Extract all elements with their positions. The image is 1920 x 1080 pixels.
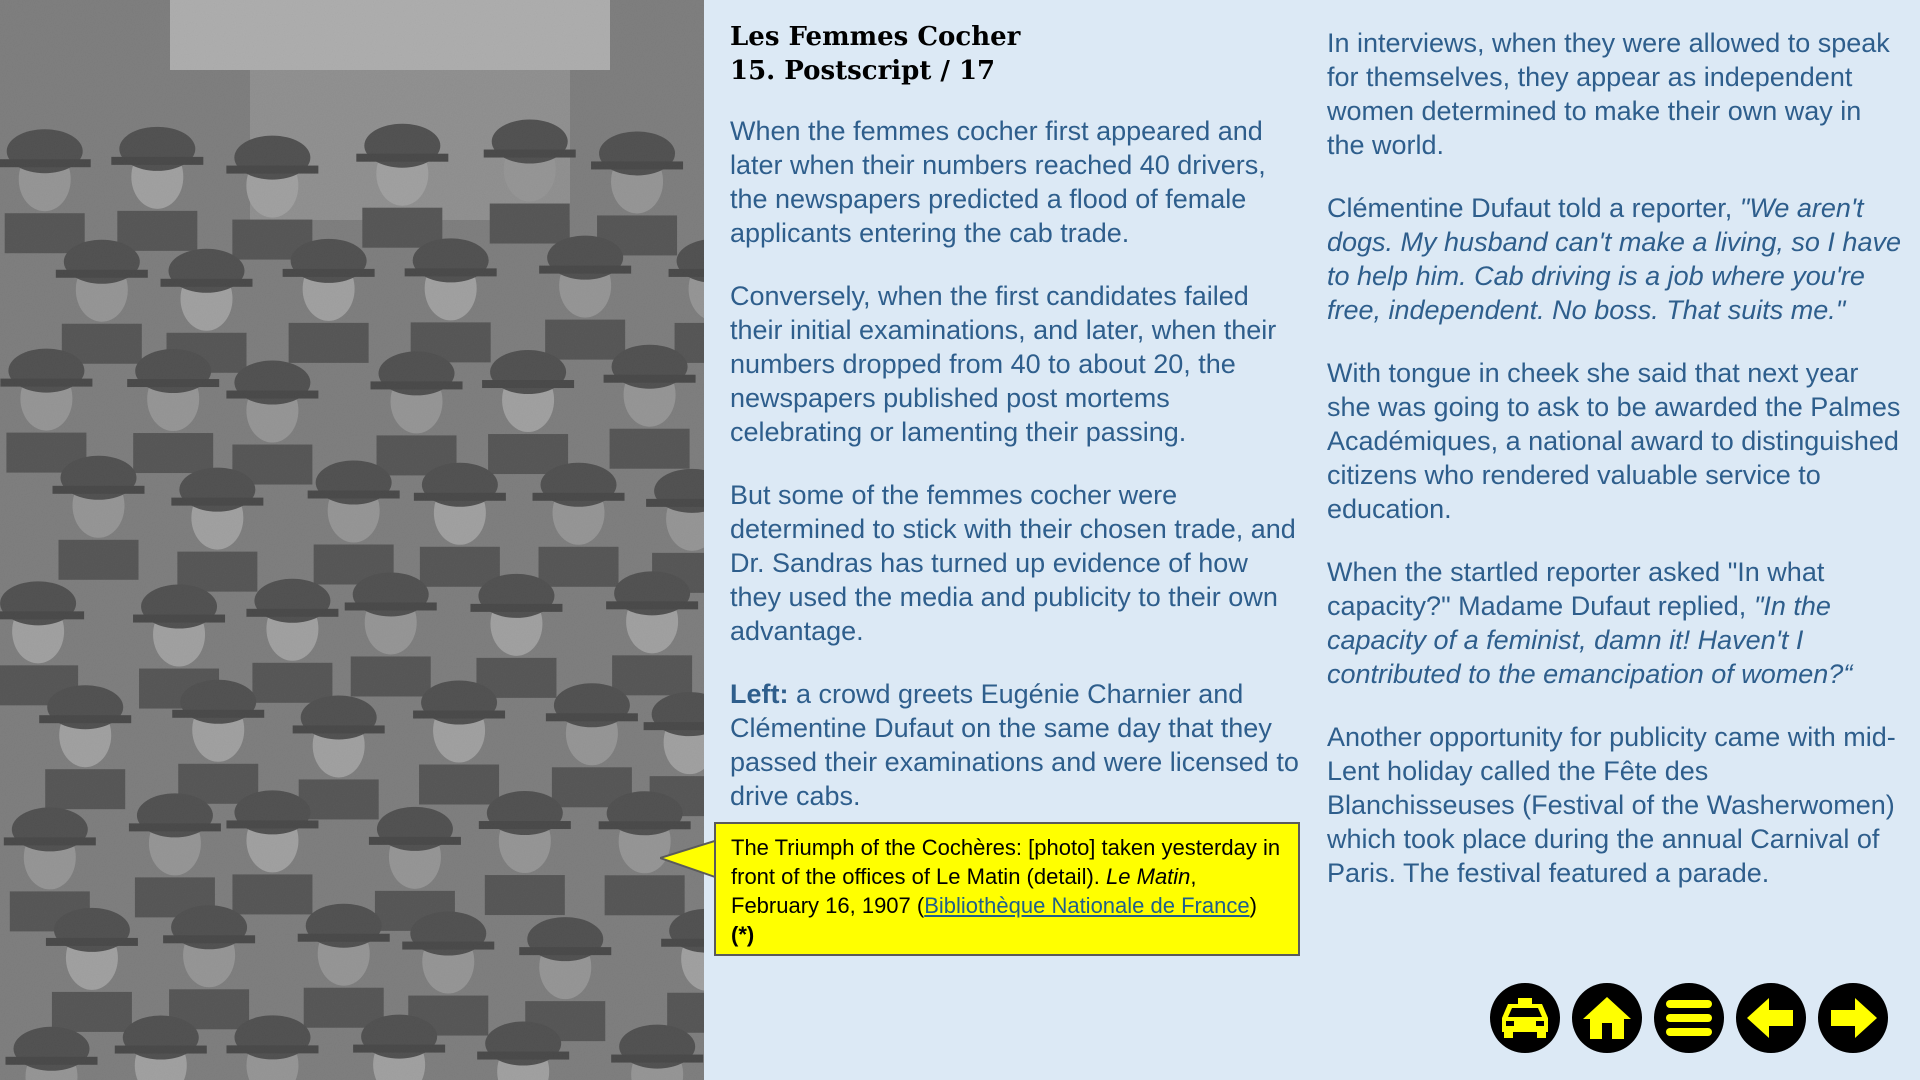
quote-text: "We aren't dogs. My husband can't make a living, so I have to help him. Cab driving is a job where you're free, independent. No boss. That suits me." — [1327, 193, 1901, 325]
quote-intro: When the startled reporter asked "In what capacity?" Madame Dufaut replied, — [1327, 557, 1825, 621]
crowd-photo — [0, 0, 704, 1080]
taxi-icon — [1498, 998, 1552, 1038]
paragraph: When the femmes cocher first appeared and later when their numbers reached 40 drivers, the newspapers predicted a flood of female applicants entering the cab trade. — [730, 116, 1266, 248]
taxi-button[interactable] — [1490, 983, 1560, 1053]
paragraph: In interviews, when they were allowed to speak for themselves, they appear as independent women determined to make their own way in the world. — [1327, 28, 1890, 160]
right-text-column — [1327, 26, 1902, 890]
photo-caption — [714, 822, 1300, 956]
paragraph: But some of the femmes cocher were determined to stick with their chosen trade, and Dr. Sandras has turned up evidence of how they used the media and publicity to their own advantage. — [730, 480, 1296, 646]
left-text-column — [730, 114, 1300, 813]
caption-pointer — [660, 838, 718, 882]
left-label: Left: — [730, 679, 789, 709]
menu-button[interactable] — [1654, 983, 1724, 1053]
photo-description-text: a crowd greets Eugénie Charnier and Clémentine Dufaut on the same day that they passed their examinations and were licensed to drive cabs. — [730, 679, 1299, 811]
quote-intro: Clémentine Dufaut told a reporter, — [1327, 193, 1740, 223]
caption-source: Le Matin — [1106, 864, 1191, 889]
paragraph: Another opportunity for publicity came with mid-Lent holiday called the Fête des Blanchisseuses (Festival of the Washerwomen) which took place during the annual Carnival of Paris. The festival featured a parade. — [1327, 722, 1896, 888]
next-button[interactable] — [1818, 983, 1888, 1053]
paragraph: With tongue in cheek she said that next year she was going to ask to be awarded the Palmes Académiques, a national award to distinguished citizens who rendered valuable service to education. — [1327, 358, 1901, 524]
quote-paragraph — [1327, 191, 1902, 327]
footnote-marker: (*) — [731, 922, 755, 947]
crowd-photo-illustration — [0, 0, 704, 1080]
bnf-link[interactable]: Bibliothèque Nationale de France — [924, 893, 1250, 918]
home-icon — [1582, 995, 1632, 1041]
quote-paragraph — [1327, 555, 1902, 691]
paragraph: Conversely, when the first candidates failed their initial examinations, and later, when their numbers dropped from 40 to about 20, the newspapers published post mortems celebrating or lamenting their passing. — [730, 281, 1277, 447]
caption-date: , February 16, 1907 ( — [731, 864, 1197, 918]
caption-close: ) — [1249, 893, 1257, 918]
page-title — [730, 20, 1310, 88]
menu-icon — [1666, 998, 1712, 1038]
previous-button[interactable] — [1736, 983, 1806, 1053]
photo-description — [730, 677, 1300, 813]
arrow-left-icon — [1747, 998, 1795, 1038]
title-line-1: Les Femmes Cocher — [730, 22, 1021, 52]
arrow-right-icon — [1829, 998, 1877, 1038]
quote-text: "In the capacity of a feminist, damn it! Haven't I contributed to the emancipation of women?“ — [1327, 591, 1853, 689]
home-button[interactable] — [1572, 983, 1642, 1053]
caption-text: The Triumph of the Cochères: [photo] taken yesterday in front of the offices of Le Matin (detail). — [731, 835, 1281, 889]
title-line-2: 15. Postscript / 17 — [730, 56, 996, 86]
